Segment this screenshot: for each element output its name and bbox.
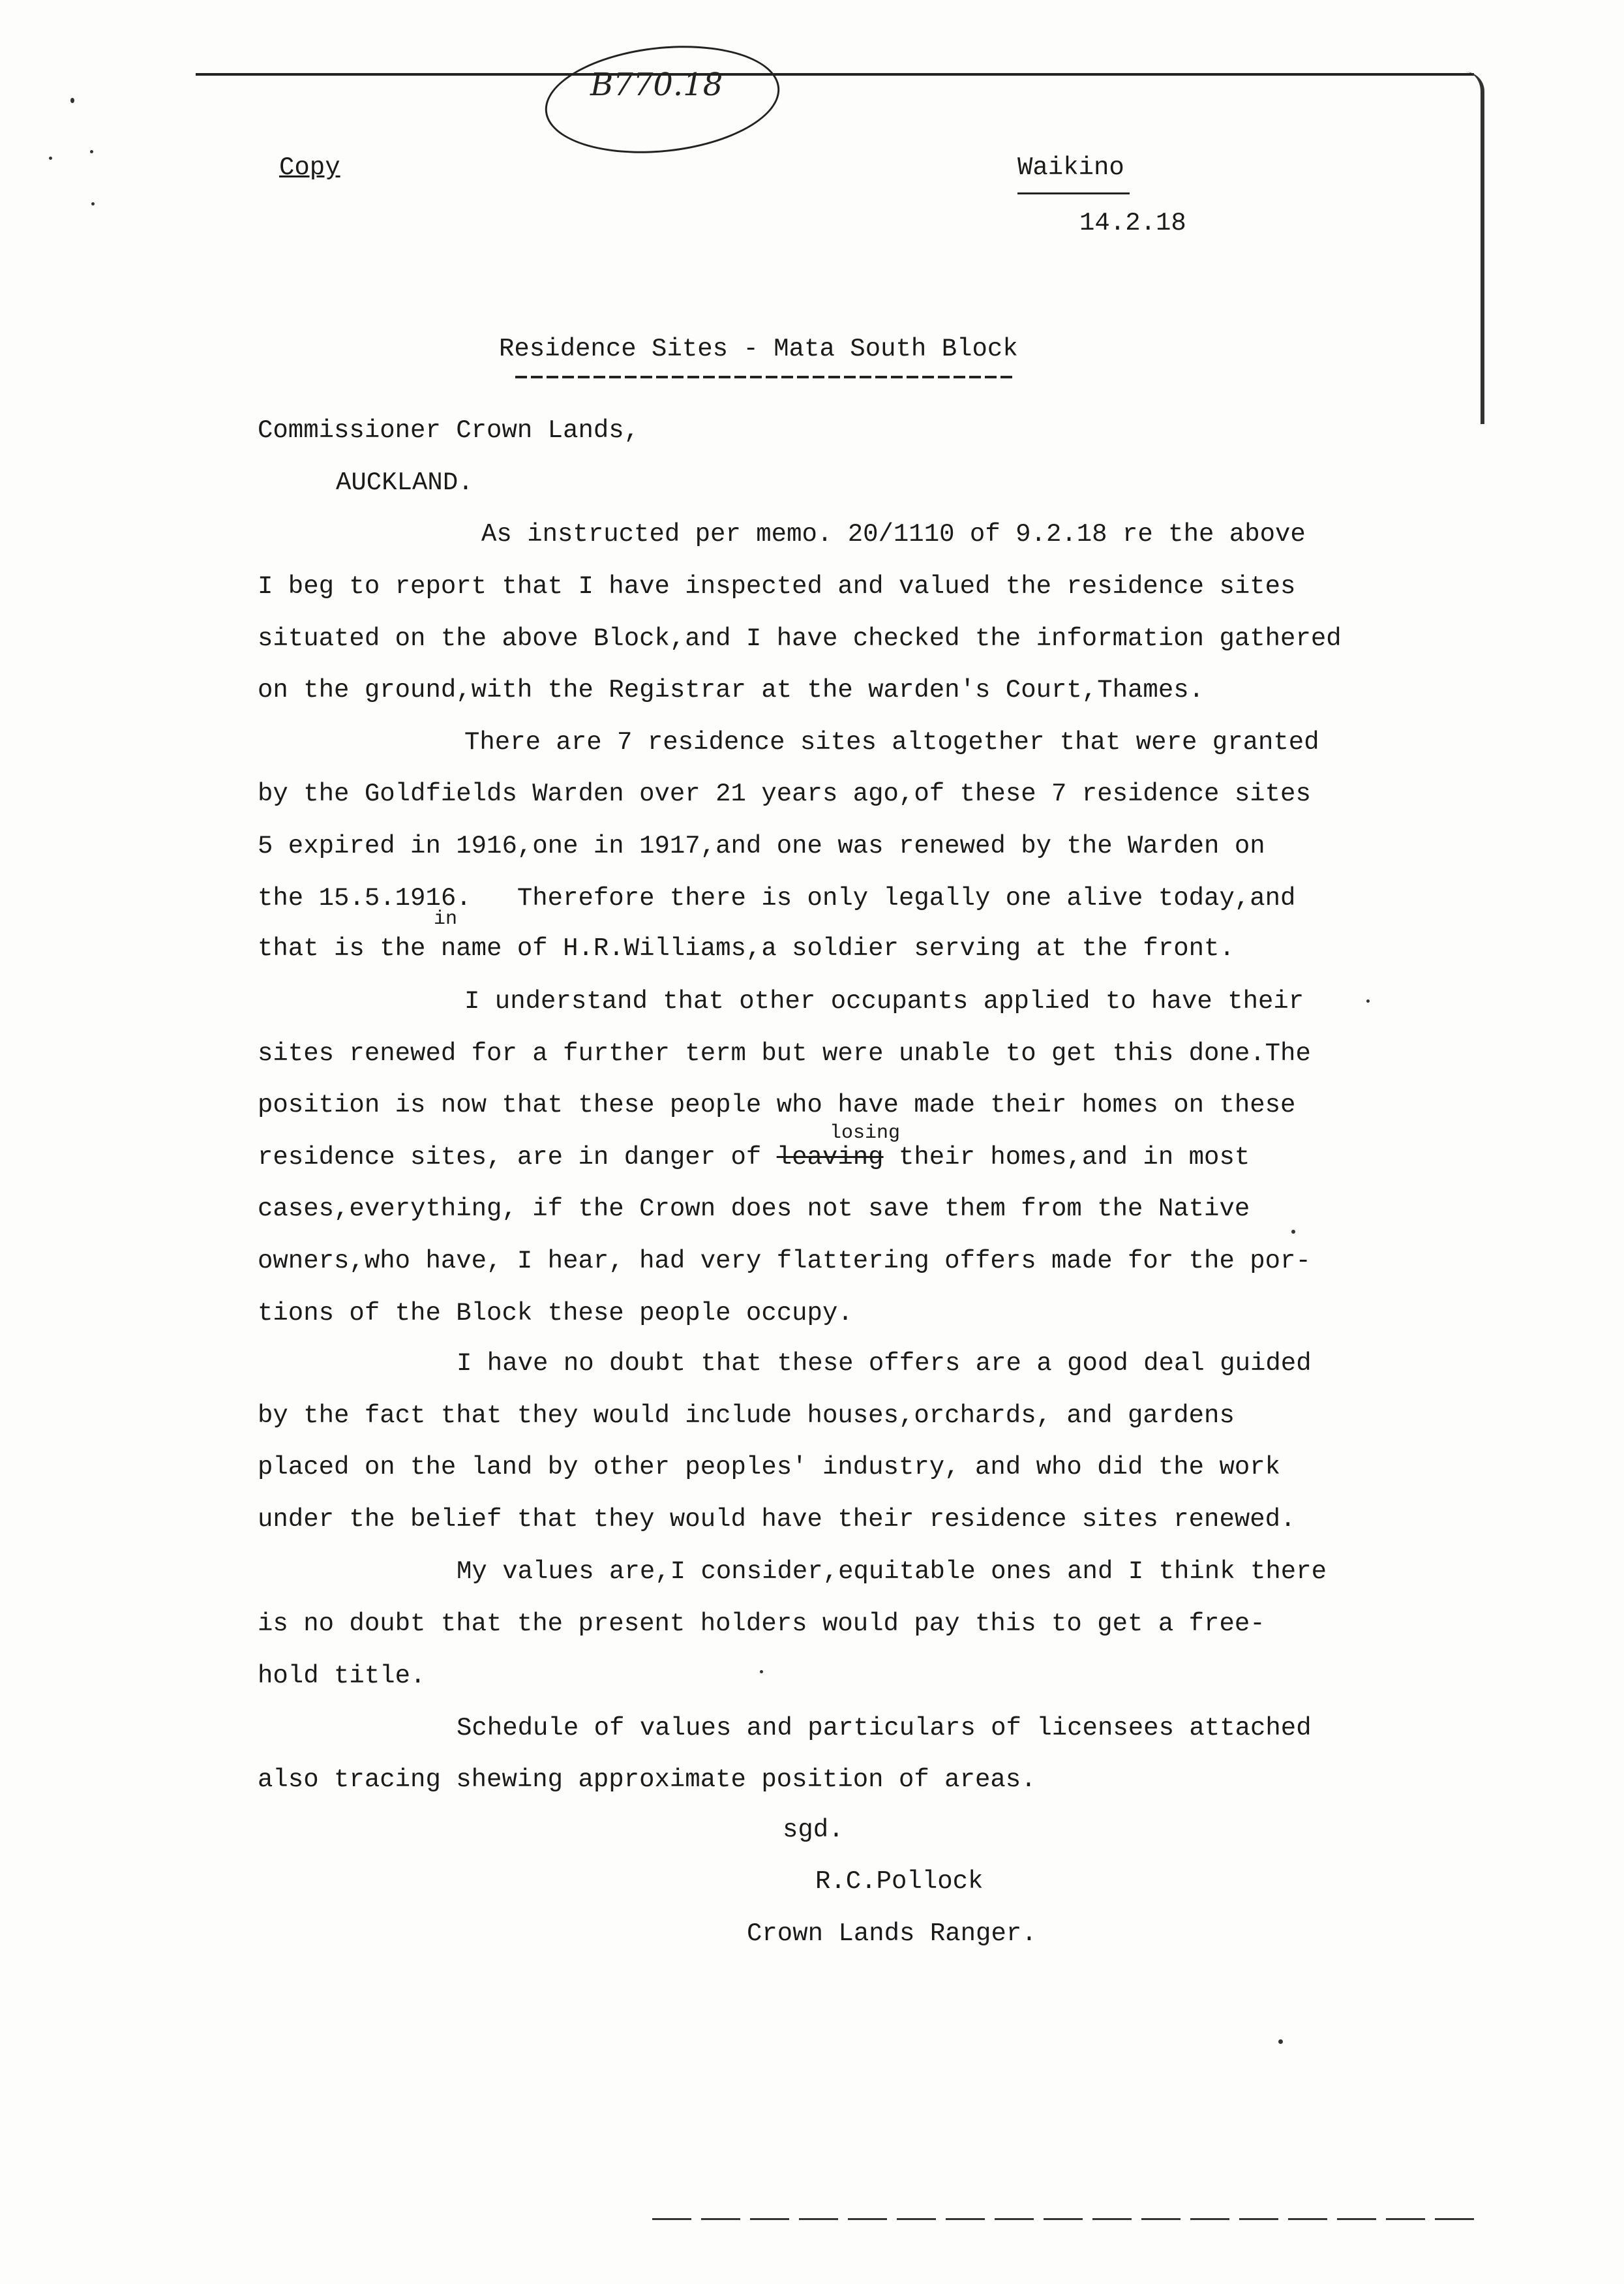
signed-marker: sgd.	[783, 1816, 844, 1844]
body-line-13-end: their homes,and in most	[898, 1143, 1250, 1172]
body-line-15: owners,who have, I hear, had very flattering offers made for the por-	[258, 1247, 1311, 1275]
speck	[1278, 2039, 1283, 2044]
body-line-20: under the belief that they would have their residence sites renewed.	[258, 1505, 1296, 1534]
copy-label: Copy	[279, 153, 340, 182]
body-line-10: I understand that other occupants applied to have their	[464, 987, 1304, 1016]
body-line-9: that is the name of H.R.Williams,a soldier serving at the front.	[258, 934, 1235, 963]
struck-word: leaving	[776, 1143, 884, 1172]
speck	[91, 202, 95, 206]
body-line-24: Schedule of values and particulars of licensees attached	[457, 1714, 1312, 1743]
body-line-19: placed on the land by other peoples' industry, and who did the work	[258, 1453, 1281, 1482]
body-line-18: by the fact that they would include houses,orchards, and gardens	[258, 1401, 1235, 1430]
body-line-7: 5 expired in 1916,one in 1917,and one was renewed by the Warden on	[258, 832, 1265, 860]
body-line-13-start: residence sites, are in danger of	[258, 1143, 762, 1172]
speck	[90, 150, 93, 153]
place-underline	[1017, 192, 1130, 194]
body-line-11: sites renewed for a further term but were unable to get this done.The	[258, 1039, 1311, 1068]
body-line-1: As instructed per memo. 20/1110 of 9.2.18 re the above	[481, 520, 1306, 549]
document-title: Residence Sites - Mata South Block	[499, 335, 1018, 363]
top-rule	[196, 73, 1474, 76]
place-name: Waikino	[1017, 153, 1124, 182]
body-line-17: I have no doubt that these offers are a good deal guided	[457, 1349, 1312, 1378]
addressee-line-1: Commissioner Crown Lands,	[258, 416, 640, 445]
body-line-2: I beg to report that I have inspected and valued the residence sites	[258, 572, 1296, 601]
binding-mark	[1461, 72, 1484, 424]
letter-date: 14.2.18	[1079, 209, 1186, 237]
insertion-losing: losing	[830, 1122, 901, 1144]
speck	[760, 1670, 763, 1673]
insertion-in: in	[434, 908, 458, 930]
body-line-6: by the Goldfields Warden over 21 years ago,of these 7 residence sites	[258, 780, 1311, 808]
body-line-21: My values are,I consider,equitable ones and I think there	[457, 1557, 1327, 1586]
signatory-role: Crown Lands Ranger.	[747, 1919, 1037, 1948]
body-line-4: on the ground,with the Registrar at the warden's Court,Thames.	[258, 676, 1205, 705]
body-line-8: the 15.5.1916. Therefore there is only legally one alive today,and	[258, 884, 1296, 913]
speck	[70, 98, 74, 103]
body-line-14: cases,everything, if the Crown does not save them from the Native	[258, 1195, 1250, 1223]
body-line-25: also tracing shewing approximate position of areas.	[258, 1765, 1036, 1794]
addressee-line-2: AUCKLAND.	[336, 468, 474, 497]
file-reference: B770.18	[590, 67, 723, 103]
speck	[49, 157, 52, 160]
body-line-5: There are 7 residence sites altogether that were granted	[464, 728, 1319, 757]
body-line-16: tions of the Block these people occupy.	[258, 1299, 853, 1328]
body-line-13	[258, 1143, 1250, 1172]
body-line-22: is no doubt that the present holders would pay this to get a free-	[258, 1609, 1265, 1638]
body-line-12: position is now that these people who have made their homes on these	[258, 1091, 1296, 1119]
signatory-name: R.C.Pollock	[815, 1867, 984, 1896]
body-line-23: hold title.	[258, 1662, 426, 1690]
speck	[1291, 1230, 1295, 1234]
title-underline	[515, 376, 1014, 378]
speck	[1366, 999, 1370, 1003]
bottom-rule	[652, 2218, 1481, 2220]
body-line-3: situated on the above Block,and I have checked the information gathered	[258, 624, 1342, 653]
